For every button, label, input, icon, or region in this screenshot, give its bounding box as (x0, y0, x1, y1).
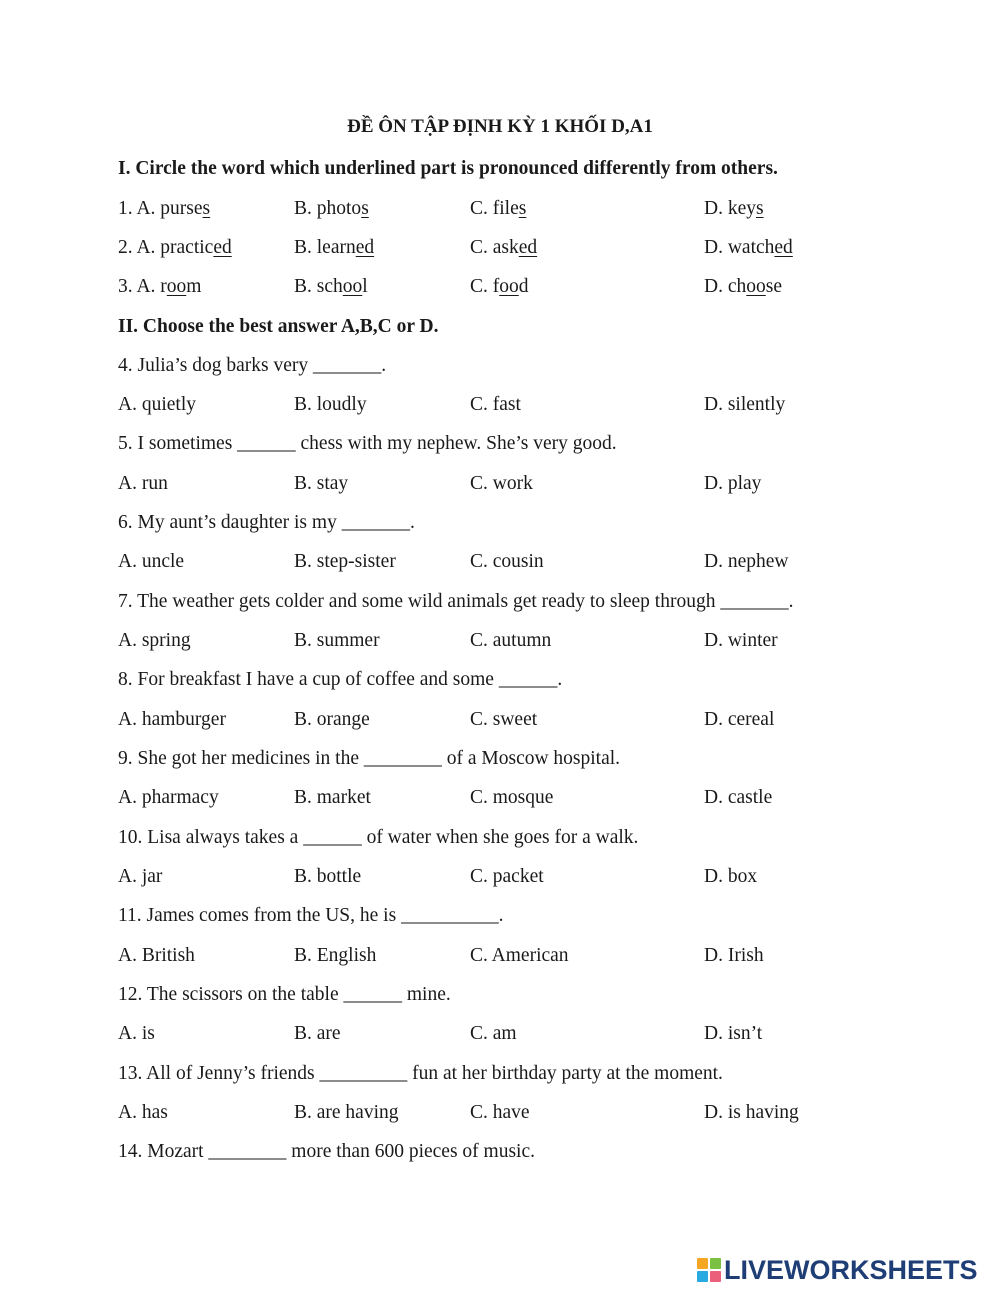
section-1-heading: I. Circle the word which underlined part is pronounced differently from others. (118, 158, 778, 179)
answer-option-c[interactable]: C. packet (470, 866, 544, 887)
liveworksheets-logo[interactable] (697, 1254, 978, 1286)
answer-option-b[interactable]: B. are (294, 1023, 341, 1044)
question-text: 14. Mozart ________ more than 600 pieces of music. (118, 1141, 535, 1162)
answer-option-c[interactable]: C. am (470, 1023, 517, 1044)
answer-option-d[interactable]: D. castle (704, 787, 773, 808)
logo-block (697, 1271, 708, 1282)
pron-option-d[interactable]: D. choose (704, 276, 782, 297)
answer-option-b[interactable]: B. stay (294, 473, 349, 494)
question-text: 13. All of Jenny’s friends _________ fun at her birthday party at the moment. (118, 1063, 723, 1084)
answer-option-a[interactable]: A. British (118, 945, 195, 966)
answer-option-c[interactable]: C. have (470, 1102, 530, 1123)
logo-block (710, 1271, 721, 1282)
pron-option-d[interactable]: D. keys (704, 198, 764, 219)
question-text: 10. Lisa always takes a ______ of water when she goes for a walk. (118, 827, 639, 848)
logo-block (710, 1258, 721, 1269)
answer-option-d[interactable]: D. isn’t (704, 1023, 763, 1044)
page-title: ĐỀ ÔN TẬP ĐỊNH KỲ 1 KHỐI D,A1 (347, 116, 653, 137)
answer-option-b[interactable]: B. English (294, 945, 377, 966)
answer-option-b[interactable]: B. summer (294, 630, 380, 651)
answer-option-c[interactable]: C. American (470, 945, 569, 966)
question-text: 8. For breakfast I have a cup of coffee and some ______. (118, 669, 563, 690)
answer-option-a[interactable]: A. hamburger (118, 709, 226, 730)
answer-option-b[interactable]: B. orange (294, 709, 370, 730)
logo-blocks-icon (697, 1258, 721, 1282)
answer-option-c[interactable]: C. cousin (470, 551, 544, 572)
answer-option-d[interactable]: D. winter (704, 630, 778, 651)
answer-option-c[interactable]: C. work (470, 473, 533, 494)
answer-option-c[interactable]: C. sweet (470, 709, 538, 730)
answer-option-a[interactable]: A. jar (118, 866, 163, 887)
answer-option-c[interactable]: C. autumn (470, 630, 552, 651)
answer-option-c[interactable]: C. fast (470, 394, 521, 415)
pron-option-b[interactable]: B. school (294, 276, 368, 297)
question-text: 4. Julia’s dog barks very _______. (118, 355, 387, 376)
answer-option-a[interactable]: A. quietly (118, 394, 196, 415)
pron-option-a[interactable]: 3. A. room (118, 276, 202, 297)
pron-option-a[interactable]: 1. A. purses (118, 198, 211, 219)
answer-option-d[interactable]: D. silently (704, 394, 786, 415)
answer-option-c[interactable]: C. mosque (470, 787, 554, 808)
pron-option-a[interactable]: 2. A. practiced (118, 237, 232, 258)
pron-option-d[interactable]: D. watched (704, 237, 793, 258)
answer-option-b[interactable]: B. are having (294, 1102, 399, 1123)
answer-option-a[interactable]: A. pharmacy (118, 787, 219, 808)
pron-option-c[interactable]: C. asked (470, 237, 538, 258)
pron-option-c[interactable]: C. files (470, 198, 527, 219)
pron-option-b[interactable]: B. photos (294, 198, 369, 219)
answer-option-d[interactable]: D. Irish (704, 945, 764, 966)
question-text: 12. The scissors on the table ______ mine. (118, 984, 451, 1005)
section-2-heading: II. Choose the best answer A,B,C or D. (118, 316, 439, 337)
question-text: 5. I sometimes ______ chess with my nephew. She’s very good. (118, 433, 617, 454)
answer-option-b[interactable]: B. loudly (294, 394, 367, 415)
logo-block (697, 1258, 708, 1269)
answer-option-d[interactable]: D. box (704, 866, 758, 887)
question-text: 7. The weather gets colder and some wild animals get ready to sleep through _______. (118, 591, 794, 612)
answer-option-b[interactable]: B. bottle (294, 866, 362, 887)
answer-option-a[interactable]: A. has (118, 1102, 168, 1123)
answer-option-b[interactable]: B. market (294, 787, 371, 808)
answer-option-a[interactable]: A. spring (118, 630, 191, 651)
answer-option-d[interactable]: D. nephew (704, 551, 789, 572)
question-text: 11. James comes from the US, he is __________. (118, 905, 504, 926)
answer-option-d[interactable]: D. cereal (704, 709, 775, 730)
pron-option-b[interactable]: B. learned (294, 237, 375, 258)
answer-option-b[interactable]: B. step-sister (294, 551, 396, 572)
answer-option-a[interactable]: A. is (118, 1023, 155, 1044)
pron-option-c[interactable]: C. food (470, 276, 529, 297)
answer-option-a[interactable]: A. uncle (118, 551, 185, 572)
logo-text: LIVEWORKSHEETS (724, 1254, 978, 1285)
answer-option-a[interactable]: A. run (118, 473, 168, 494)
question-text: 6. My aunt’s daughter is my _______. (118, 512, 415, 533)
question-text: 9. She got her medicines in the ________ of a Moscow hospital. (118, 748, 621, 769)
answer-option-d[interactable]: D. is having (704, 1102, 799, 1123)
answer-option-d[interactable]: D. play (704, 473, 762, 494)
